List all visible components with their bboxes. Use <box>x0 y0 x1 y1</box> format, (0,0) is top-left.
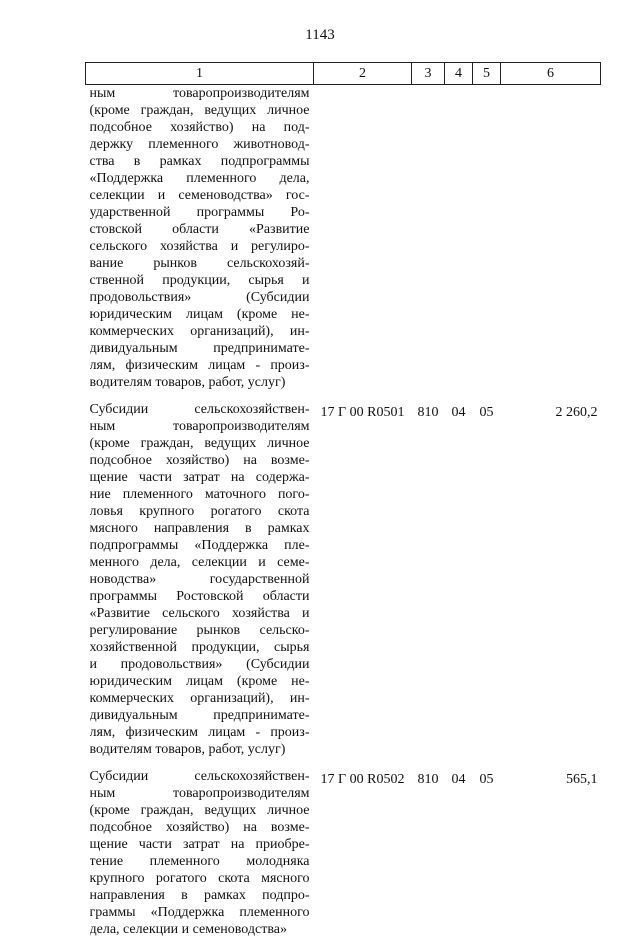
column-header-5: 5 <box>473 63 501 85</box>
description-line: «Развитие сельского хозяйства и <box>90 605 310 622</box>
table-row <box>86 85 601 392</box>
description-line: дивидуальным предпринимате- <box>90 340 310 357</box>
amount-cell: 565,1 <box>501 768 601 938</box>
column-header-1: 1 <box>86 63 314 85</box>
description-line: лям, физическим лицам - произ- <box>90 724 310 741</box>
description-line: (кроме граждан, ведущих личное <box>90 435 310 452</box>
description-line: лям, физическим лицам - произ- <box>90 357 310 374</box>
description-cell <box>86 85 314 392</box>
description-line: менного дела, селекции и семе- <box>90 554 310 571</box>
description-line: новодства» государственной <box>90 571 310 588</box>
description-line: дивидуальным предпринимате- <box>90 707 310 724</box>
description-line: щение части затрат на приобре- <box>90 836 310 853</box>
table-body <box>86 85 601 938</box>
subsection-cell: 05 <box>473 768 501 938</box>
header-row <box>86 63 601 85</box>
description-line: ударственной программы Ро- <box>90 204 310 221</box>
description-line: ства в рамках подпрограммы <box>90 153 310 170</box>
column-header-6: 6 <box>501 63 601 85</box>
description-line: стовской области «Развитие <box>90 221 310 238</box>
description-line: водителям товаров, работ, услуг) <box>90 374 310 391</box>
column-header-4: 4 <box>445 63 473 85</box>
description-line: граммы «Поддержка племенного <box>90 904 310 921</box>
description-line: дела, селекции и семеноводства» <box>90 921 310 938</box>
description-line: коммерческих организаций), ин- <box>90 323 310 340</box>
subsection-cell: 05 <box>473 401 501 758</box>
expense-type-cell: 810 <box>412 401 445 758</box>
column-header-3: 3 <box>412 63 445 85</box>
description-line: и продовольствия» (Субсидии <box>90 656 310 673</box>
section-cell: 04 <box>445 401 473 758</box>
description-line: ным товаропроизводителям <box>90 85 310 102</box>
subsection-cell <box>473 85 501 392</box>
description-line: юридическим лицам (кроме не- <box>90 673 310 690</box>
description-line: Субсидии сельскохозяйствен- <box>90 401 310 418</box>
description-line: селекции и семеноводства» гос- <box>90 187 310 204</box>
page-number: 1143 <box>0 27 640 44</box>
description-line: юридическим лицам (кроме не- <box>90 306 310 323</box>
amount-cell <box>501 85 601 392</box>
description-line: щение части затрат на содержа- <box>90 469 310 486</box>
description-line: хозяйственной продукции, сырья <box>90 639 310 656</box>
description-line: продовольствия» (Субсидии <box>90 289 310 306</box>
column-header-2: 2 <box>314 63 412 85</box>
amount-cell: 2 260,2 <box>501 401 601 758</box>
description-line: программы Ростовской области <box>90 588 310 605</box>
budget-table <box>85 62 601 938</box>
expense-type-cell: 810 <box>412 768 445 938</box>
description-line: подсобное хозяйство) на возме- <box>90 819 310 836</box>
description-line: ние племенного маточного пого- <box>90 486 310 503</box>
description-line: регулирование рынков сельско- <box>90 622 310 639</box>
target-article-cell: 17 Г 00 R0501 <box>314 401 412 758</box>
description-line: тение племенного молодняка <box>90 853 310 870</box>
row-gap <box>86 391 601 401</box>
row-gap-cell <box>86 758 601 768</box>
description-line: ным товаропроизводителям <box>90 418 310 435</box>
description-line: ным товаропроизводителям <box>90 785 310 802</box>
description-line: подсобное хозяйство) на возме- <box>90 452 310 469</box>
expense-type-cell <box>412 85 445 392</box>
description-line: крупного рогатого скота мясного <box>90 870 310 887</box>
description-line: (кроме граждан, ведущих личное <box>90 802 310 819</box>
description-cell <box>86 768 314 938</box>
description-line: вание рынков сельскохозяй- <box>90 255 310 272</box>
section-cell <box>445 85 473 392</box>
description-line: направления в рамках подпро- <box>90 887 310 904</box>
row-gap <box>86 758 601 768</box>
description-line: ловья крупного рогатого скота <box>90 503 310 520</box>
description-line: «Поддержка племенного дела, <box>90 170 310 187</box>
row-gap-cell <box>86 391 601 401</box>
description-line: подсобное хозяйство) на под- <box>90 119 310 136</box>
description-line: ственной продукции, сырья и <box>90 272 310 289</box>
description-cell <box>86 401 314 758</box>
description-line: подпрограммы «Поддержка пле- <box>90 537 310 554</box>
table-row <box>86 768 601 938</box>
description-line: держку племенного животновод- <box>90 136 310 153</box>
description-line: коммерческих организаций), ин- <box>90 690 310 707</box>
description-line: мясного направления в рамках <box>90 520 310 537</box>
description-line: водителям товаров, работ, услуг) <box>90 741 310 758</box>
table-row <box>86 401 601 758</box>
description-line: (кроме граждан, ведущих личное <box>90 102 310 119</box>
section-cell: 04 <box>445 768 473 938</box>
description-line: Субсидии сельскохозяйствен- <box>90 768 310 785</box>
target-article-cell: 17 Г 00 R0502 <box>314 768 412 938</box>
target-article-cell <box>314 85 412 392</box>
description-line: сельского хозяйства и регулиро- <box>90 238 310 255</box>
